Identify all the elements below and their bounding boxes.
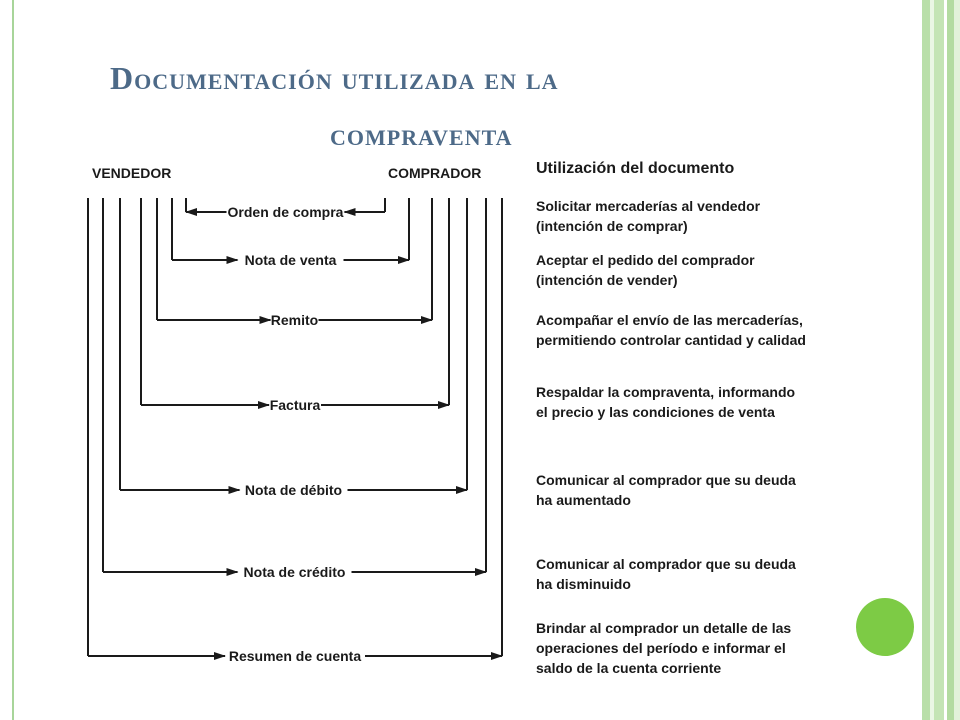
- document-name-label: Factura: [269, 397, 321, 413]
- slide-title-line-2: compraventa: [330, 116, 513, 152]
- document-name-label: Nota de débito: [244, 482, 343, 498]
- document-flow: [141, 198, 449, 413]
- document-flows: [88, 198, 502, 664]
- document-purpose-text: Comunicar al comprador que su deuda ha aumentado: [536, 472, 796, 508]
- buyer-label: COMPRADOR: [388, 165, 482, 181]
- document-purpose-text: Comunicar al comprador que su deuda ha disminuido: [536, 556, 796, 592]
- document-name-label: Nota de venta: [244, 252, 337, 268]
- document-purpose-text: Respaldar la compraventa, informando el precio y las condiciones de venta: [536, 384, 796, 420]
- slide-title-line-1: Documentación utilizada en la: [110, 60, 559, 96]
- document-purpose-text: Aceptar el pedido del comprador (intención de vender): [536, 252, 755, 288]
- document-name-label: Nota de crédito: [243, 564, 346, 580]
- document-name-label: Remito: [270, 312, 319, 328]
- document-purpose-text: Acompañar el envío de las mercaderías, permitiendo controlar cantidad y calidad: [536, 312, 806, 348]
- document-purpose-text: Solicitar mercaderías al vendedor (intención de comprar): [536, 198, 761, 234]
- document-name-label: Orden de compra: [227, 204, 344, 220]
- seller-label: VENDEDOR: [92, 165, 172, 181]
- document-name-label: Resumen de cuenta: [228, 648, 362, 664]
- green-circle-decoration: [856, 598, 914, 656]
- document-purpose-text: Brindar al comprador un detalle de las operaciones del período e informar el saldo de la cuenta corriente: [536, 620, 792, 676]
- document-flow: [186, 198, 385, 220]
- purpose-column-heading: Utilización del documento: [536, 160, 735, 177]
